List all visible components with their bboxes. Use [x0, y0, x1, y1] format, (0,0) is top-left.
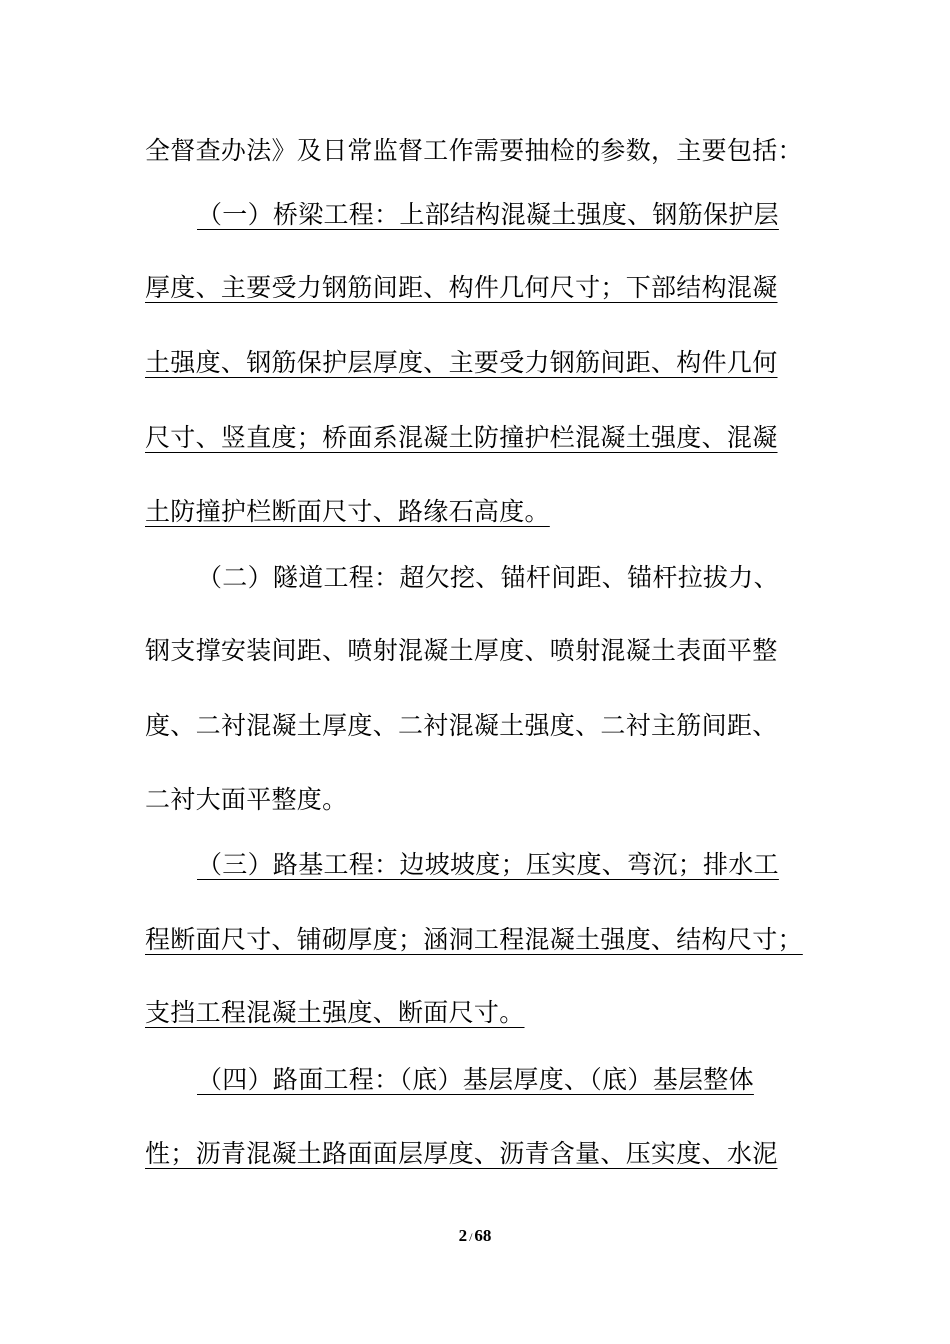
text-line-3: 厚度、主要受力钢筋间距、构件几何尺寸；下部结构混凝: [145, 273, 778, 302]
text-line-9: 度、二衬混凝土厚度、二衬混凝土强度、二衬主筋间距、: [145, 711, 778, 740]
text-line-7: （二）隧道工程：超欠挖、锚杆间距、锚杆拉拔力、: [197, 563, 779, 592]
page-separator: /: [469, 1230, 473, 1244]
text-line-10: 二衬大面平整度。: [145, 785, 348, 814]
page-number: [0, 1226, 950, 1246]
text-line-8: 钢支撑安装间距、喷射混凝土厚度、喷射混凝土表面平整: [145, 636, 778, 665]
page-total: 68: [474, 1226, 492, 1245]
text-line-14: （四）路面工程：（底）基层厚度、（底）基层整体: [197, 1065, 754, 1094]
text-line-4: 土强度、钢筋保护层厚度、主要受力钢筋间距、构件几何: [145, 348, 778, 377]
text-line-6: 土防撞护栏断面尺寸、路缘石高度。: [145, 497, 550, 526]
page-current: 2: [458, 1226, 468, 1245]
text-line-5: 尺寸、竖直度；桥面系混凝土防撞护栏混凝土强度、混凝: [145, 423, 778, 452]
text-line-11: （三）路基工程：边坡坡度；压实度、弯沉；排水工: [197, 850, 779, 879]
text-line-13: 支挡工程混凝土强度、断面尺寸。: [145, 998, 525, 1027]
text-line-15: 性；沥青混凝土路面面层厚度、沥青含量、压实度、水泥: [145, 1139, 778, 1168]
text-line-2: （一）桥梁工程：上部结构混凝土强度、钢筋保护层: [197, 200, 779, 229]
text-line-12: 程断面尺寸、铺砌厚度；涵洞工程混凝土强度、结构尺寸；: [145, 925, 803, 954]
text-line-1: 全督查办法》及日常监督工作需要抽检的参数，主要包括：: [145, 136, 803, 165]
